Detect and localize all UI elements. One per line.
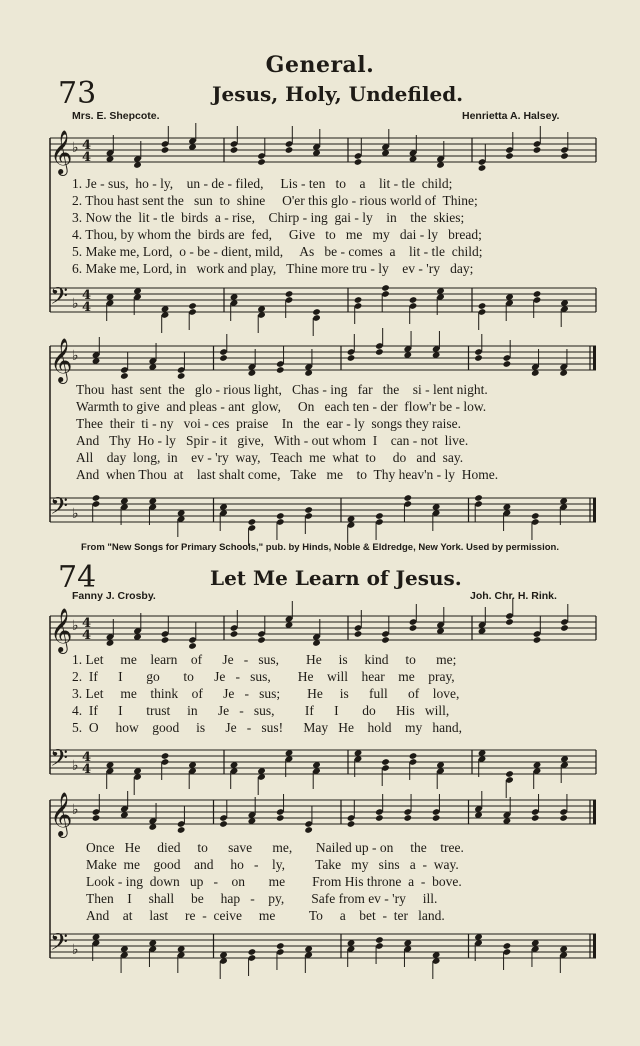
note-head [304, 826, 313, 834]
verse-line: And when Thou at last shalt come, Take me to Thy heav'n - ly Home. [76, 467, 499, 482]
treble-clef-icon: 𝄞 [50, 792, 73, 836]
final-barline [593, 934, 596, 958]
note-head [285, 290, 294, 298]
author-credit: Fanny J. Crosby. [72, 590, 156, 602]
verse-block [72, 175, 483, 277]
note-head [560, 152, 569, 160]
note-head [533, 146, 542, 154]
note-head [432, 814, 441, 822]
time-signature: 4 [82, 628, 92, 643]
note-head [177, 372, 186, 380]
note-head [354, 630, 363, 638]
note-head [285, 146, 294, 154]
composer-credit: Joh. Chr. H. Rink. [470, 590, 557, 602]
time-signature: 4 [82, 300, 92, 315]
verse-block [86, 839, 464, 924]
hymn-title: Jesus, Holy, Undefiled. [212, 82, 464, 106]
verse-line: Then I shall be hap - py, Safe from ev - 'ry ill. [86, 891, 438, 906]
note-head [347, 354, 356, 362]
note-head [92, 494, 101, 502]
note-head [531, 814, 540, 822]
note-head [533, 290, 542, 298]
flat-icon: ♭ [72, 506, 79, 522]
note-head [503, 360, 512, 368]
flat-icon: ♭ [72, 942, 79, 958]
verse-block [72, 651, 462, 736]
note-head [276, 366, 285, 374]
note-head [474, 354, 483, 362]
time-signature: 4 [82, 762, 92, 777]
final-barline [593, 800, 596, 824]
verse-line: 5. Make me, Lord, o - be - dient, mild, As be - comes a lit - tle child; [72, 244, 483, 259]
bass-clef-icon: 𝄢 [50, 928, 69, 961]
note-head [474, 494, 483, 502]
verse-line: Thee their ti - ny voi - ces praise In the ear - ly songs they raise. [76, 416, 462, 431]
hymn-title: Let Me Learn of Jesus. [210, 566, 462, 590]
treble-clef-icon: 𝄞 [50, 608, 73, 652]
note-head [533, 636, 542, 644]
note-head [354, 158, 363, 166]
verse-line: 6. Make me, Lord, in work and play, Thine more tru - ly ev - 'ry day; [72, 261, 474, 276]
treble-clef-icon: 𝄞 [50, 130, 73, 174]
note-head [505, 770, 514, 778]
note-head [503, 942, 512, 950]
time-signature: 4 [82, 616, 92, 631]
note-head [559, 814, 568, 822]
verse-line: 1. Let me learn of Je - sus, He is kind to me; [72, 652, 457, 667]
note-head [276, 512, 285, 520]
flat-icon: ♭ [72, 296, 79, 312]
note-head [375, 936, 384, 944]
verse-line: And Thy Ho - ly Spir - it give, With - out whom I can - not live. [76, 433, 469, 448]
note-head [188, 302, 197, 310]
note-head [188, 642, 197, 650]
note-head [403, 814, 412, 822]
verse-line: All day long, in ev - 'ry way, Teach me what to do and say. [76, 450, 464, 465]
note-head [161, 636, 170, 644]
verse-line: 4. Thou, by whom the birds are fed, Give to me my dai - ly bread; [72, 227, 482, 242]
note-head [409, 624, 418, 632]
verse-line: 2. If I go to Je - sus, He will hear me pray, [72, 669, 455, 684]
flat-icon: ♭ [72, 802, 79, 818]
time-signature: 4 [82, 138, 92, 153]
note-head [381, 636, 390, 644]
note-head [354, 296, 363, 304]
note-head [304, 506, 313, 514]
note-head [248, 948, 257, 956]
note-head [92, 814, 101, 822]
section-title: General. [265, 52, 375, 78]
note-head [478, 164, 487, 172]
bass-clef-icon: 𝄢 [50, 492, 69, 525]
note-head [120, 372, 129, 380]
bass-clef-icon: 𝄢 [50, 744, 69, 777]
note-head [257, 636, 266, 644]
verse-line: Thou hast sent the glo - rious light, Chas - ing far the si - lent night. [76, 382, 488, 397]
verse-line: 4. If I trust in Je - sus, If I do His will, [72, 703, 450, 718]
note-head [219, 354, 228, 362]
note-head [161, 146, 170, 154]
note-head [276, 814, 285, 822]
verse-line: 2. Thou hast sent the sun to shine O'er this glo - rious world of Thine; [72, 193, 478, 208]
verse-block [76, 381, 498, 483]
verse-line: Look - ing down up - on me From His throne a - bove. [86, 874, 462, 889]
verse-line: Warmth to give and pleas - ant glow, On each ten - der flow'r be - low. [76, 399, 487, 414]
note-head [177, 826, 186, 834]
bass-clef-icon: 𝄢 [50, 282, 69, 315]
treble-clef-icon: 𝄞 [50, 338, 73, 382]
note-head [478, 302, 487, 310]
permission-footnote: From "New Songs for Primary Schools," pub. by Hinds, Noble & Eldredge, New York. Used by permission. [81, 542, 559, 553]
note-head [381, 284, 390, 292]
note-head [161, 752, 170, 760]
note-head [375, 348, 384, 356]
note-head [257, 158, 266, 166]
note-head [409, 296, 418, 304]
time-signature: 4 [82, 750, 92, 765]
note-head [505, 618, 514, 626]
verse-line: Make me good and ho - ly, Take my sins a - way. [86, 857, 459, 872]
hymn-number: 73 [58, 76, 97, 111]
final-barline [593, 498, 596, 522]
note-head [248, 518, 257, 526]
verse-line: 3. Now the lit - tle birds a - rise, Chirp - ing gai - ly in the skies; [72, 210, 465, 225]
composer-credit: Henrietta A. Halsey. [462, 110, 560, 122]
note-head [276, 942, 285, 950]
verse-line: 1. Je - sus, ho - ly, un - de - filed, Lis - ten to a lit - tle child; [72, 176, 453, 191]
note-head [531, 512, 540, 520]
verse-line: 5. O how good is Je - sus! May He hold my hand, [72, 720, 462, 735]
note-head [375, 814, 384, 822]
author-credit: Mrs. E. Shepcote. [72, 110, 160, 122]
note-head [403, 494, 412, 502]
note-head [219, 820, 228, 828]
time-signature: 4 [82, 288, 92, 303]
verse-line: And at last re - ceive me To a bet - ter land. [86, 908, 445, 923]
verse-line: Once He died to save me, Nailed up - on the tree. [86, 840, 464, 855]
note-head [381, 758, 390, 766]
note-head [505, 152, 514, 160]
flat-icon: ♭ [72, 758, 79, 774]
time-signature: 4 [82, 150, 92, 165]
note-head [375, 512, 384, 520]
hymn-number: 74 [58, 560, 97, 595]
flat-icon: ♭ [72, 348, 79, 364]
note-head [230, 146, 239, 154]
note-head [230, 630, 239, 638]
note-head [312, 308, 321, 316]
flat-icon: ♭ [72, 618, 79, 634]
final-barline [593, 346, 596, 370]
note-head [560, 624, 569, 632]
note-head [409, 752, 418, 760]
note-head [347, 820, 356, 828]
verse-line: 3. Let me think of Je - sus; He is full of love, [72, 686, 460, 701]
flat-icon: ♭ [72, 140, 79, 156]
